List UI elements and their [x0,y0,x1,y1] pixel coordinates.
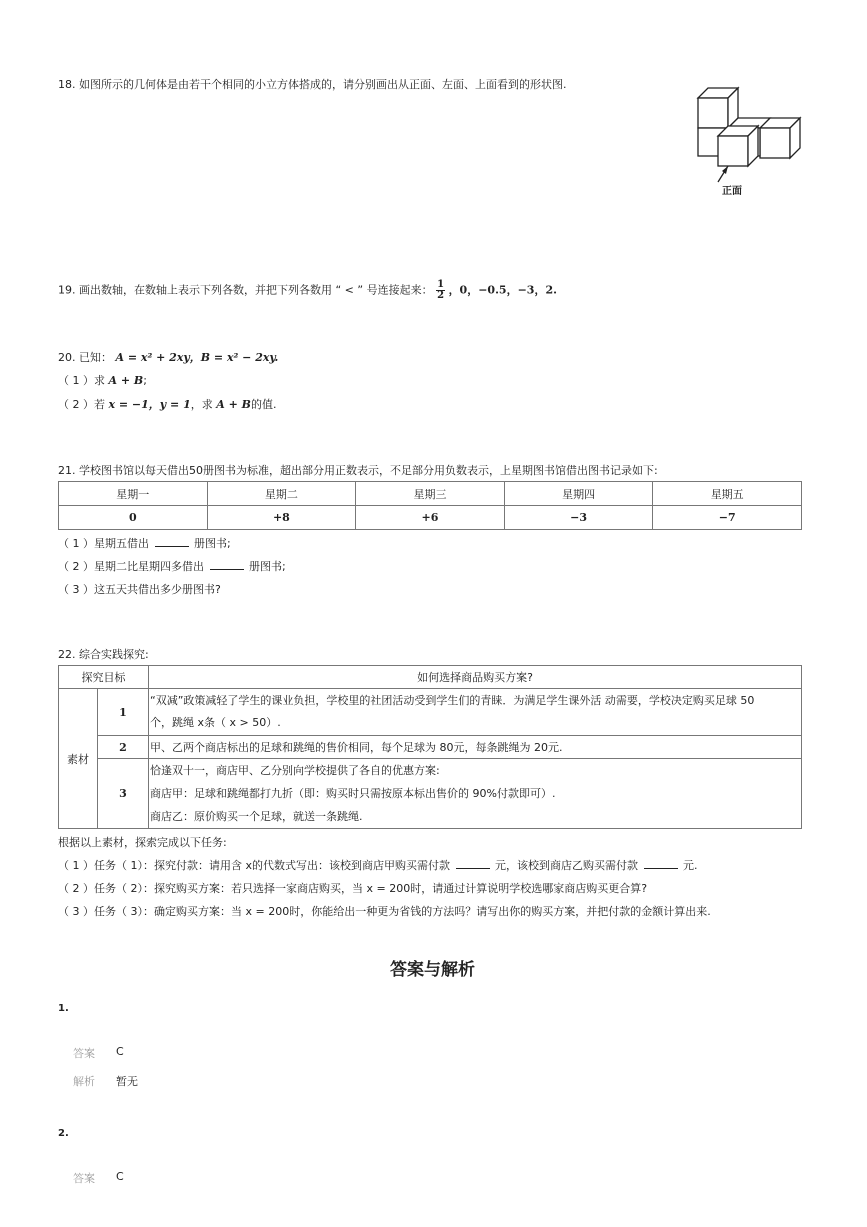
part-label: （ 1 ）求 [58,374,109,387]
table-cell: +8 [207,506,356,530]
cell-line: 个，跳绳 x条（ x > 50）. [150,716,281,729]
question-19-prefix: 19. 画出数轴，在数轴上表示下列各数，并把下列各数用 “ < ” 号连接起来： [58,283,433,297]
question-20-intro [58,349,278,365]
answer-value: C [116,1170,124,1183]
question-21-part1 [58,535,231,551]
answer-number: 2. [58,1128,69,1139]
table-cell: 0 [59,506,208,530]
fraction-numerator: 1 [437,279,445,290]
table-row [59,689,802,736]
row-number: 2 [98,736,149,759]
question-21-part3: （ 3 ）这五天共借出多少册图书? [58,583,221,596]
answer-number: 1. [58,1003,69,1014]
row-number: 1 [98,689,149,736]
question-22-task1 [58,857,698,873]
question-19-numbers: ，0，−0.5，−3，2. [448,283,557,297]
practice-table [58,665,802,829]
cell-line: “双减”政策减轻了学生的课业负担，学校里的社团活动受到学生们的青睐．为满足学生课外活 动需要，学校决定购买足球 50 [150,694,755,707]
part-text: （ 1 ）星期五借出 [58,537,153,550]
question-20-label: 20. 已知： [58,351,112,364]
math-expr: A + B [216,398,251,411]
table-header-cell: 星期三 [356,482,505,506]
question-21-part2 [58,558,286,574]
part-label: （ 2 ）若 [58,398,109,411]
table-row [59,506,802,530]
cell-line: 恰逢双十一，商店甲、乙分别向学校提供了各自的优惠方案: [150,764,440,777]
table-cell [149,689,802,736]
row-number: 3 [98,759,149,829]
part-text: 册图书; [245,560,286,573]
table-cell [149,759,802,829]
question-18-text: 18. 如图所示的几何体是由若干个相同的小立方体搭成的，请分别画出从正面、左面、上面看到的形状图. [58,78,567,91]
cube-figure [690,80,810,200]
question-20-part1 [58,372,147,388]
part-mid: ，求 [190,398,217,411]
figure-label-front: 正面 [722,186,742,197]
question-22-task3: （ 3 ）任务（ 3）：确定购买方案：当 x = 200时，你能给出一种更为省钱的方法吗？请写出你的购买方案，并把付款的金额计算出来. [58,905,711,918]
answer-value: C [116,1045,124,1058]
answer-blank [644,859,678,869]
part-text: （ 2 ）星期二比星期四多借出 [58,560,208,573]
task-text: 元. [679,859,698,872]
table-header-cell: 星期五 [653,482,802,506]
table-cell: −7 [653,506,802,530]
question-21-text: 21. 学校图书馆以每天借出50册图书为标准，超出部分用正数表示，不足部分用负数表示，上星期图书馆借出图书记录如下: [58,464,658,477]
answer-label: 答案 [73,1047,95,1060]
math-expr: x = −1，y = 1 [108,398,191,411]
analysis-label: 解析 [73,1075,95,1088]
math-expr: A + B [108,374,144,387]
answer-blank [456,859,490,869]
task-text: 元，该校到商店乙购买需付款 [491,859,642,872]
question-20-part2 [58,396,276,412]
table-header-cell: 星期四 [504,482,653,506]
question-20-expression: A = x² + 2xy，B = x² − 2xy. [115,351,279,364]
analysis-value: 暂无 [116,1075,138,1088]
question-22-after: 根据以上素材，探索完成以下任务: [58,836,227,849]
cell-line: 商店乙：原价购买一个足球，就送一条跳绳. [150,810,363,823]
answer-blank [155,537,189,547]
question-22-task2: （ 2 ）任务（ 2）：探究购买方案：若只选择一家商店购买，当 x = 200时，请通过计算说明学校选哪家商店购买更合算? [58,882,648,895]
question-22-title: 22. 综合实践探究: [58,648,149,661]
table-cell: 甲、乙两个商店标出的足球和跳绳的售价相同，每个足球为 80元，每条跳绳为 20元. [149,736,802,759]
fraction-denominator: 2 [437,290,445,301]
table-cell: +6 [356,506,505,530]
cell-line: 商店甲：足球和跳绳都打九折（即：购买时只需按原本标出售价的 90%付款即可）. [150,787,556,800]
table-header-cell: 星期二 [207,482,356,506]
answers-heading: 答案与解析 [390,960,475,980]
answer-blank [210,560,244,570]
task-text: （ 1 ）任务（ 1）：探究付款：请用含 x的代数式写出：该校到商店甲购买需付款 [58,859,454,872]
question-19 [58,280,557,301]
table-header-row [59,482,802,506]
table-header-cell: 探究目标 [59,666,149,689]
table-header-row [59,666,802,689]
part-text: 册图书; [190,537,231,550]
table-header-cell: 如何选择商品购买方案? [149,666,802,689]
part-end: ; [143,374,147,387]
material-label: 素材 [59,689,98,829]
table-header-cell: 星期一 [59,482,208,506]
table-row [59,759,802,829]
table-row [59,736,802,759]
answer-label: 答案 [73,1172,95,1185]
library-table [58,481,802,530]
table-cell: −3 [504,506,653,530]
part-end: 的值. [250,398,277,411]
fraction-one-half [436,280,445,301]
